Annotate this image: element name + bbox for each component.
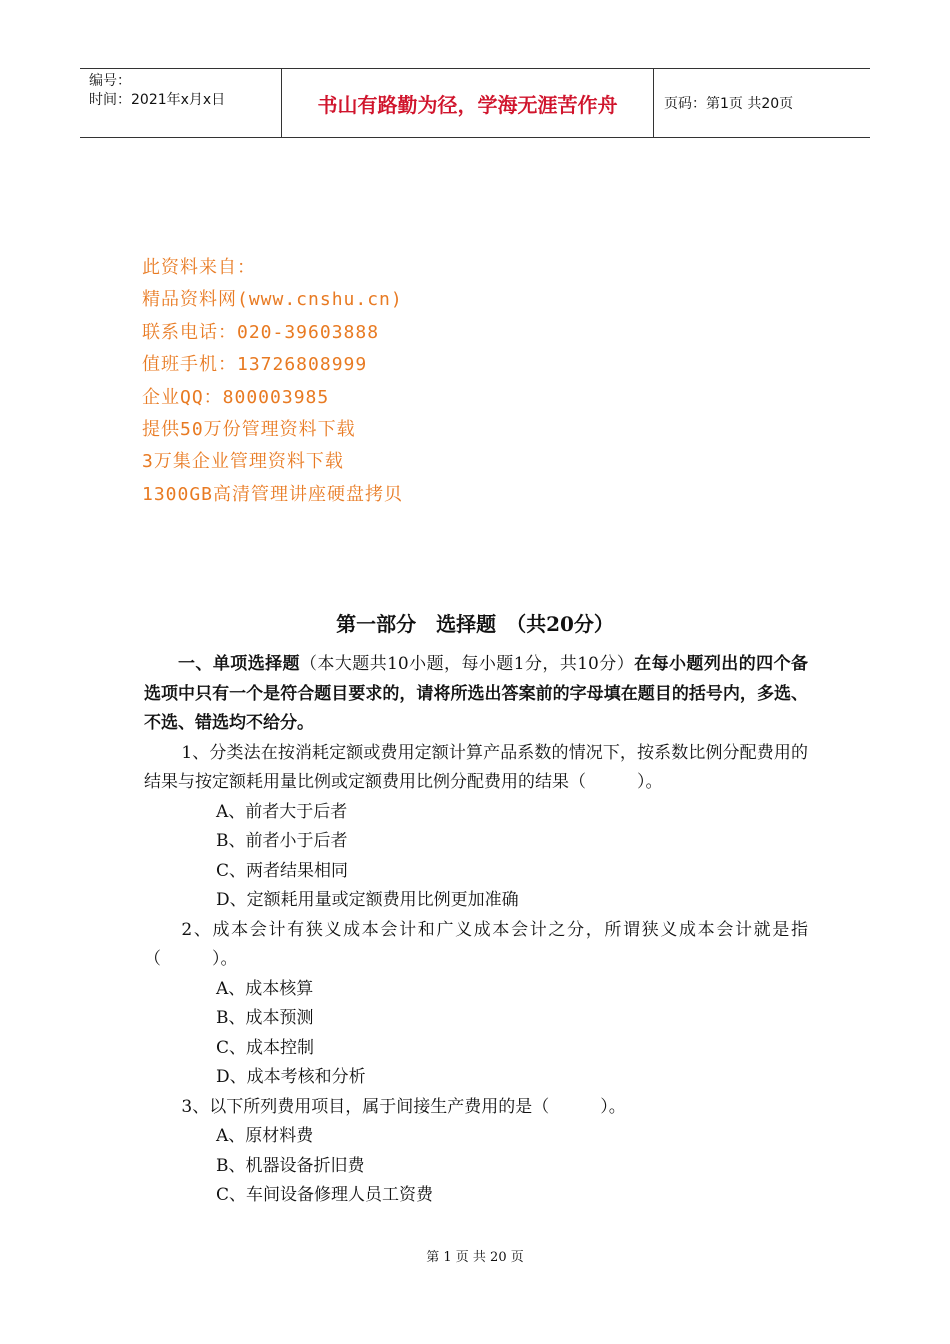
question-1-text: 1、分类法在按消耗定额或费用定额计算产品系数的情况下，按系数比例分配费用的结果与按定额耗用量比例或定额费用比例分配费用的结果（ ）。 <box>144 742 808 792</box>
question-2-text: 2、成本会计有狭义成本会计和广义成本会计之分，所谓狭义成本会计就是指（ ）。 <box>144 919 808 969</box>
part-title: 第一部分 选择题 （共20分） <box>336 612 614 636</box>
section-normal-text: （本大题共10小题，每小题1分，共10分） <box>299 654 635 674</box>
header-number-label: 编号： <box>89 73 131 89</box>
header-page-info: 页码：第1页 共20页 <box>664 96 794 112</box>
promo-line: 企业QQ：800003985 <box>142 386 330 408</box>
promo-line: 1300GB高清管理讲座硬盘拷贝 <box>142 483 404 505</box>
question-3-option-a: A、原材料费 <box>216 1126 314 1146</box>
section-heading <box>144 650 808 739</box>
header-motto: 书山有路勤为径，学海无涯苦作舟 <box>282 69 654 137</box>
question-3-text: 3、以下所列费用项目，属于间接生产费用的是（ ）。 <box>181 1096 626 1117</box>
header-meta <box>80 69 282 137</box>
header-time-label: 时间：2021年x月x日 <box>89 92 226 108</box>
promo-line: 提供50万份管理资料下载 <box>142 418 356 440</box>
question-2-option-d: D、成本考核和分析 <box>216 1067 366 1087</box>
question-1-option-a: A、前者大于后者 <box>216 801 348 822</box>
question-1-option-b: B、前者小于后者 <box>216 831 348 851</box>
promo-line: 精品资料网(www.cnshu.cn) <box>142 289 403 311</box>
question-2-option-a: A、成本核算 <box>216 978 314 999</box>
promo-line: 联系电话：020-39603888 <box>142 321 380 343</box>
section-bold-lead: 一、单项选择题 <box>178 654 300 674</box>
promo-line: 3万集企业管理资料下载 <box>142 451 344 473</box>
promo-block <box>142 252 403 511</box>
question-1-option-c: C、两者结果相同 <box>216 860 349 881</box>
promo-line: 此资料来自： <box>142 257 256 278</box>
question-1-option-d: D、定额耗用量或定额费用比例更加准确 <box>216 890 519 910</box>
question-2-option-b: B、成本预测 <box>216 1008 314 1028</box>
question-3-option-b: B、机器设备折旧费 <box>216 1155 365 1176</box>
question-2-option-c: C、成本控制 <box>216 1037 315 1058</box>
question-content <box>144 650 808 1211</box>
question-3-option-c: C、车间设备修理人员工资费 <box>216 1185 434 1205</box>
section-bold-tail: 在每小题列出的四个备选项中只有一个是符合题目要求的，请将所选出答案前的字母填在题目的括号内，多选、不选、错选均不给分。 <box>144 654 808 733</box>
promo-line: 值班手机：13726808999 <box>142 354 368 376</box>
document-header <box>80 68 870 138</box>
page-footer: 第 1 页 共 20 页 <box>426 1250 524 1265</box>
